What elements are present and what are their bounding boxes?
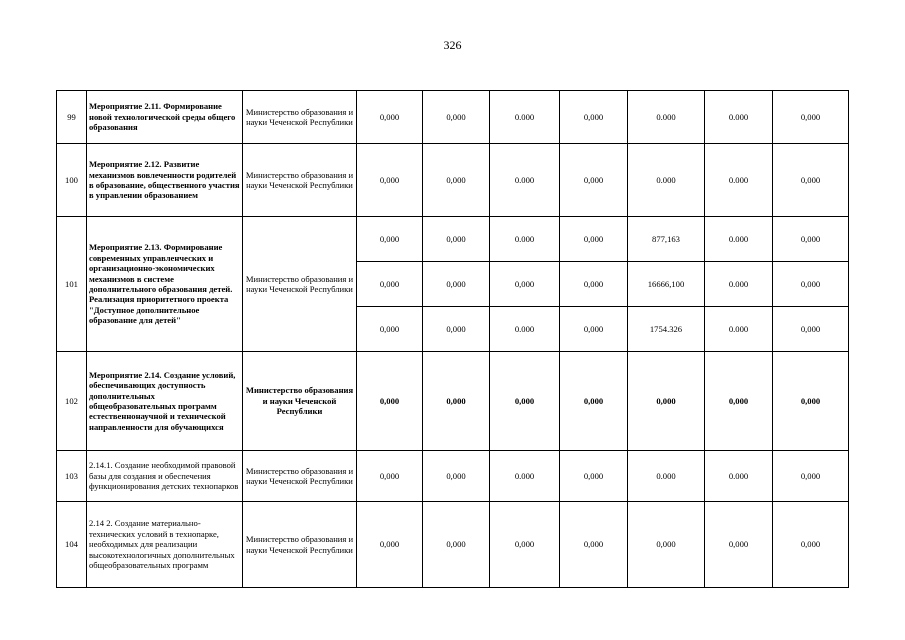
value-cell: 0,000 [628,352,705,451]
value-cell: 0.000 [705,144,773,217]
table-row [57,91,849,144]
table-row [57,217,849,262]
value-cell: 0.000 [490,217,560,262]
value-cell: 0,000 [560,502,628,588]
event-description: Мероприятие 2.12. Развитие механизмов вовлеченности родителей в образование, общественного участия в управлении образованием [87,144,243,217]
value-cell: 0,000 [423,217,490,262]
event-description: 2.14.1. Создание необходимой правовой базы для создания и обеспечения функционирования детских технопарков [87,451,243,502]
value-cell: 0,000 [773,91,849,144]
value-cell: 0,000 [773,144,849,217]
responsible-organization: Министерство образования и науки Чеченской Республики [243,451,357,502]
value-cell: 0,000 [773,502,849,588]
value-cell: 16666,100 [628,262,705,307]
value-cell: 0,000 [423,307,490,352]
value-cell: 0,000 [560,144,628,217]
value-cell: 0,000 [705,502,773,588]
value-cell: 0,000 [490,502,560,588]
row-number: 100 [57,144,87,217]
row-number: 101 [57,217,87,352]
table-row [57,502,849,588]
value-cell: 0.000 [490,307,560,352]
value-cell: 0,000 [705,352,773,451]
value-cell: 0.000 [628,91,705,144]
value-cell: 0,000 [357,262,423,307]
event-description: 2.14 2. Создание материально-технических условий в технопарке, необходимых для реализации высокотехнологичных дополнительных общеобразовательных программ [87,502,243,588]
value-cell: 0,000 [490,262,560,307]
event-description: Мероприятие 2.13. Формирование современных управленческих и организационно-экономических механизмов в системе дополнительного образования детей. Реализация приоритетного проекта "Доступное дополнительное образование для детей" [87,217,243,352]
value-cell: 0,000 [560,91,628,144]
responsible-organization: Министерство образования и науки Чеченской Республики [243,217,357,352]
value-cell: 0,000 [423,91,490,144]
value-cell: 0,000 [357,307,423,352]
value-cell: 0,000 [490,352,560,451]
responsible-organization: Министерство образования и науки Чеченской Республики [243,144,357,217]
table-row [57,451,849,502]
value-cell: 0.000 [705,91,773,144]
value-cell: 0.000 [628,451,705,502]
budget-table [56,90,849,588]
value-cell: 0,000 [357,451,423,502]
value-cell: 0,000 [560,307,628,352]
value-cell: 0,000 [357,352,423,451]
value-cell: 0,000 [423,262,490,307]
value-cell: 0,000 [357,144,423,217]
value-cell: 0.000 [705,307,773,352]
value-cell: 0.000 [490,451,560,502]
value-cell: 0.000 [705,451,773,502]
value-cell: 0.000 [490,144,560,217]
value-cell: 0,000 [423,144,490,217]
value-cell: 0,000 [560,262,628,307]
value-cell: 0,000 [423,502,490,588]
value-cell: 0.000 [490,91,560,144]
page-number: 326 [443,38,462,52]
value-cell: 0.000 [705,262,773,307]
value-cell: 1754.326 [628,307,705,352]
value-cell: 0,000 [423,352,490,451]
value-cell: 0,000 [423,451,490,502]
row-number: 99 [57,91,87,144]
value-cell: 0,000 [773,451,849,502]
value-cell: 0,000 [773,262,849,307]
event-description: Мероприятие 2.14. Создание условий, обеспечивающих доступность дополнительных общеобразовательных программ естественнонаучной и технической направленности для обучающихся [87,352,243,451]
row-number: 102 [57,352,87,451]
value-cell: 0,000 [628,502,705,588]
value-cell: 0,000 [773,217,849,262]
value-cell: 0,000 [773,307,849,352]
value-cell: 0,000 [560,217,628,262]
value-cell: 0,000 [357,502,423,588]
value-cell: 0,000 [560,352,628,451]
responsible-organization: Министерство образования и науки Чеченской Республики [243,352,357,451]
value-cell: 877,163 [628,217,705,262]
responsible-organization: Министерство образования и науки Чеченской Республики [243,91,357,144]
value-cell: 0.000 [705,217,773,262]
row-number: 104 [57,502,87,588]
value-cell: 0,000 [357,217,423,262]
value-cell: 0.000 [628,144,705,217]
value-cell: 0,000 [560,451,628,502]
responsible-organization: Министерство образования и науки Чеченской Республики [243,502,357,588]
table-row [57,144,849,217]
value-cell: 0,000 [773,352,849,451]
event-description: Мероприятие 2.11. Формирование новой технологической среды общего образования [87,91,243,144]
value-cell: 0,000 [357,91,423,144]
row-number: 103 [57,451,87,502]
table-row [57,352,849,451]
